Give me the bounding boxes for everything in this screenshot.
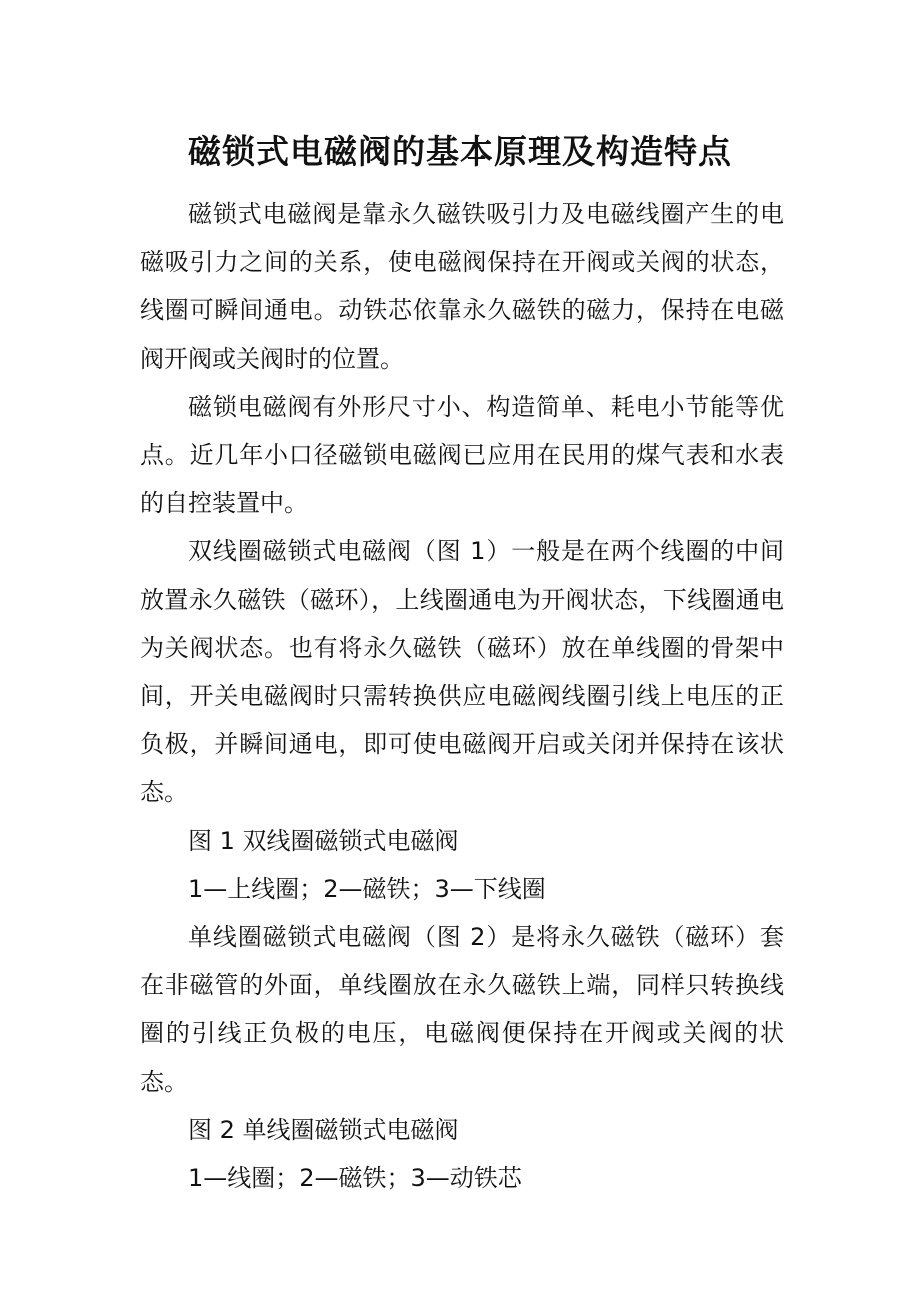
figure-1-caption: 图 1 双线圈磁锁式电磁阀 bbox=[188, 826, 459, 855]
paragraph-principle: 磁锁式电磁阀是靠永久磁铁吸引力及电磁线圈产生的电磁吸引力之间的关系，使电磁阀保持在开阀或关阀的状态，线圈可瞬间通电。动铁芯依靠永久磁铁的磁力，保持在电磁阀开阀或关阀时的位置。 bbox=[140, 200, 784, 373]
paragraph-double-coil: 双线圈磁锁式电磁阀（图 1）一般是在两个线圈的中间放置永久磁铁（磁环），上线圈通电为开阀状态，下线圈通电为关阀状态。也有将永久磁铁（磁环）放在单线圈的骨架中间，开关电磁阀时只需转换供应电磁阀线圈引线上电压的正负极，并瞬间通电，即可使电磁阀开启或关闭并保持在该状态。 bbox=[140, 537, 784, 807]
paragraph-single-coil: 单线圈磁锁式电磁阀（图 2）是将永久磁铁（磁环）套在非磁管的外面，单线圈放在永久磁铁上端，同样只转换线圈的引线正负极的电压，电磁阀便保持在开阀或关阀的状态。 bbox=[140, 923, 784, 1096]
document-body bbox=[140, 190, 784, 1202]
paragraph-advantages: 磁锁电磁阀有外形尺寸小、构造简单、耗电小节能等优点。近几年小口径磁锁电磁阀已应用在民用的煤气表和水表的自控装置中。 bbox=[140, 392, 784, 518]
figure-1-legend: 1—上线圈；2—磁铁；3—下线圈 bbox=[188, 874, 546, 903]
figure-2-legend: 1—线圈；2—磁铁；3—动铁芯 bbox=[188, 1164, 522, 1193]
figure-2-caption: 图 2 单线圈磁锁式电磁阀 bbox=[188, 1115, 459, 1144]
document-title: 磁锁式电磁阀的基本原理及构造特点 bbox=[188, 132, 732, 171]
